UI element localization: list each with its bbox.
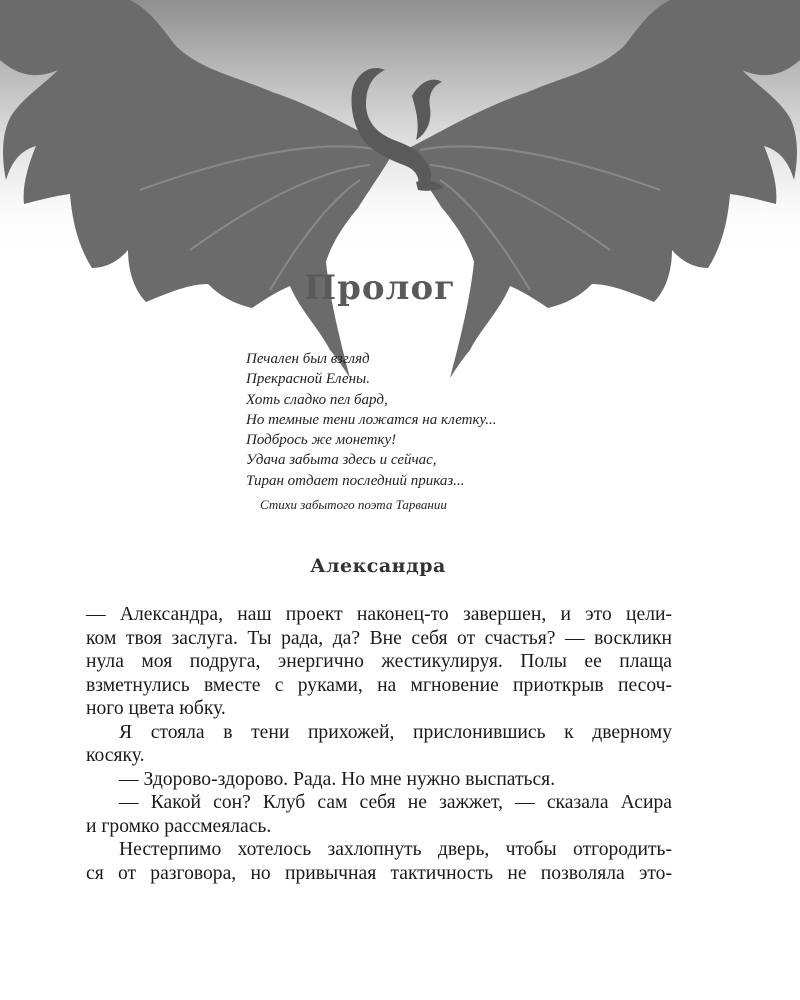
body-line: ся от разговора, но привычная тактичность не позволяла это-	[86, 862, 672, 884]
body-line: — Здорово-здорово. Рада. Но мне нужно выспаться.	[119, 768, 556, 790]
body-line: нула моя подруга, энергично жестикулируя. Полы ее плаща	[86, 651, 672, 672]
body-line: и громко рассмеялась.	[86, 815, 272, 837]
dragon-wings-icon	[0, 0, 800, 390]
body-line: — Александра, наш проект наконец-то завершен, и это цели-	[86, 604, 672, 625]
body-text	[86, 603, 672, 885]
body-line: косяку.	[86, 745, 145, 766]
body-line: Я стояла в тени прихожей, прислонившись к дверному	[119, 721, 672, 743]
body-line: ного цвета юбку.	[86, 698, 226, 719]
section-heading: Александра	[310, 555, 446, 577]
poem-line: Тиран отдает последний приказ...	[246, 472, 465, 489]
poem-attribution: Стихи забытого поэта Тарвании	[260, 497, 447, 512]
body-line: Нестерпимо хотелось захлопнуть дверь, чтобы отгородить-	[119, 839, 672, 860]
poem-line: Прекрасной Елены.	[246, 371, 370, 388]
poem-line: Подбрось же монетку!	[246, 432, 397, 449]
poem-line: Печален был взгляд	[246, 351, 370, 367]
body-line: — Какой сон? Клуб сам себя не зажжет, — сказала Асира	[119, 792, 672, 813]
poem-line: Удача забыта здесь и сейчас,	[246, 452, 437, 469]
poem-line: Хоть сладко пел бард,	[246, 391, 388, 408]
epigraph-poem	[246, 349, 496, 491]
chapter-title: Пролог	[303, 268, 457, 308]
body-line: ком твоя заслуга. Ты рада, да? Вне себя от счастья? — воскликн	[86, 627, 672, 649]
body-line: взметнулись вместе с руками, на мгновение приоткрыв песоч-	[86, 674, 672, 696]
poem-line: Но темные тени ложатся на клетку...	[246, 411, 497, 428]
